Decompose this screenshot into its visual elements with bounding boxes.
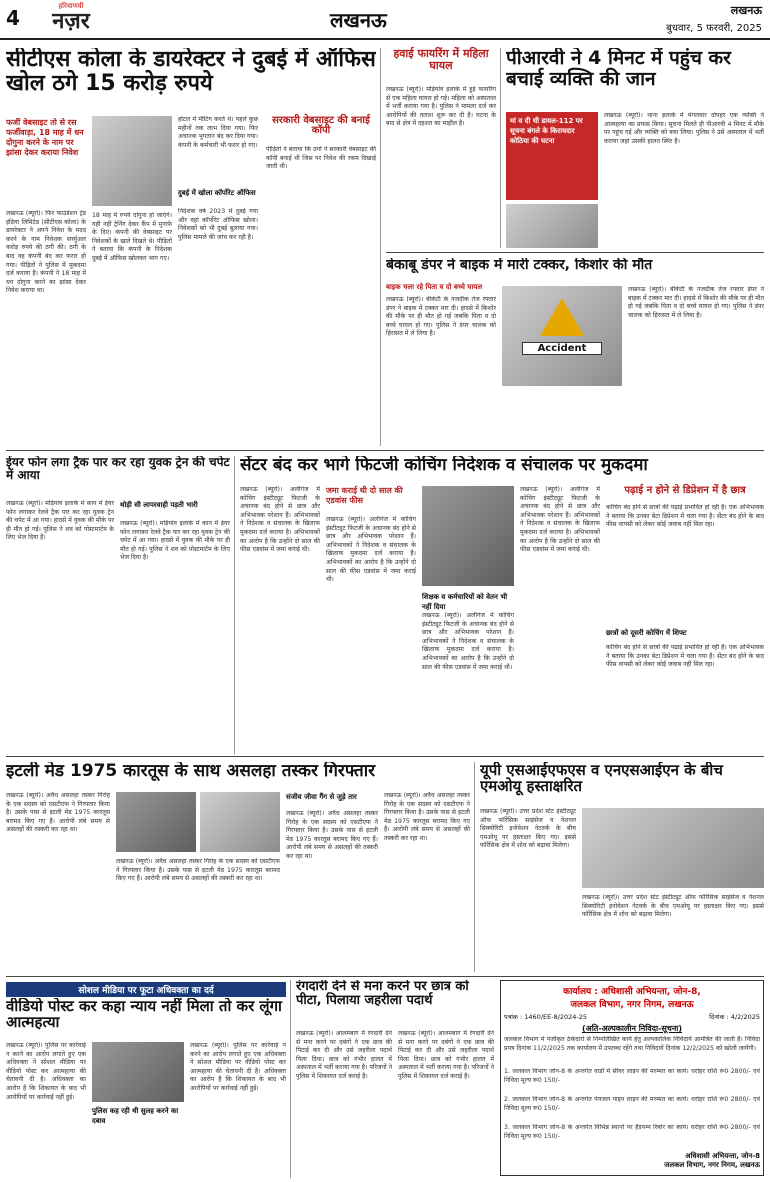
- story5-body: लखनऊ (ब्यूरो)। मड़ियांव इलाके में कान में ईयर फोन लगाकर रेलवे ट्रैक पार कर रहा युवक ट्रेन की चपेट में आ गया। हादसे में युवक की मौके पर ही मौत हो गई। पुलिस ने शव को पोस्टमार्टम के लिए भेज दिया है।: [6, 500, 114, 542]
- story1-box-title: सरकारी वेबसाइट की बनाई कॉपी: [272, 115, 370, 136]
- notice-item-3: 3. जलकल विभाग जोन-8 के अन्तर्गत विभिन्न स्थानों पर हैंडपम्प रिबोर का कार्य। धरोहर राशि रू0 2800/- एवं निविदा मूल्य रू0 150/-: [504, 1124, 760, 1140]
- story10-body-2: लखनऊ (ब्यूरो)। आलमबाग में रंगदारी देने से मना करने पर दबंगों ने एक छात्र की पिटाई कर दी और उसे जहरीला पदार्थ पिला दिया। छात्र को गंभीर हालत में अस्पताल में भर्ती कराया गया है। परिजनों ने पुलिस में शिकायत दर्ज कराई है।: [398, 1030, 494, 1080]
- notice-title: (अति-अल्पकालीन निविदा-सूचना): [581, 1024, 683, 1033]
- story9-headline: वीडियो पोस्ट कर कहा न्याय नहीं मिला तो कर लूंगा आत्महत्या: [6, 998, 282, 1032]
- warning-icon: [540, 298, 584, 336]
- edition-date: बुधवार, 5 फरवरी, 2025: [666, 23, 762, 34]
- story6-box-title: जमा कराई थी दो साल की एडवांस फीस: [326, 486, 403, 505]
- story5-headline: ईयर फोन लगा ट्रैक पार कर रहा युवक ट्रेन की चपेट में आया: [6, 456, 230, 482]
- story5-body-cont: लखनऊ (ब्यूरो)। मड़ियांव इलाके में कान में ईयर फोन लगाकर रेलवे ट्रैक पार कर रहा युवक ट्रेन की चपेट में आ गया। हादसे में युवक की मौके पर ही मौत हो गई। पुलिस ने शव को पोस्टमार्टम के लिए भेज दिया है।: [120, 520, 230, 562]
- story1-subhead: फर्जी वेबसाइट तो से रस फर्जीवाड़ा, 18 माह में धन दोगुना करने के नाम पर झांसा देकर कराया निवेश: [6, 118, 84, 157]
- story2-body: लखनऊ (ब्यूरो)। मड़ियांव इलाके में हुई फायरिंग से एक महिला घायल हो गई। महिला को अस्पताल में भर्ती कराया गया है। पुलिस ने मामला दर्ज कर आरोपियों की तलाश शुरू कर दी है। घटना के बाद से क्षेत्र में दहशत का माहौल है।: [386, 86, 496, 128]
- story1-photo: [92, 116, 172, 206]
- story7-photo-1: [116, 792, 196, 852]
- section-title: लखनऊ: [330, 8, 387, 32]
- notice-office-2: जलकल विभाग, नगर निगम, लखनऊ: [570, 1000, 694, 1010]
- story8-body: लखनऊ (ब्यूरो)। उत्तर प्रदेश स्टेट इंस्टीट्यूट ऑफ फॉरेंसिक साइंसेज व नेशनल सिक्योरिटी इनोवेशन नेटवर्क के बीच एमओयू पर हस्ताक्षर किए गए। इससे फॉरेंसिक क्षेत्र में शोध को बढ़ावा मिलेगा।: [480, 808, 576, 850]
- story7-body-3: लखनऊ (ब्यूरो)। अवैध असलहा तस्कर गिरोह के एक सदस्य को एसटीएफ ने गिरफ्तार किया है। उसके पास से इटली मेड 1975 कारतूस बरामद किए गए हैं। आरोपी लंबे समय से असलहों की तस्करी कर रहा था।: [286, 810, 378, 860]
- story1-box-body: पीड़ितों ने बताया कि ठगों ने सरकारी वेबसाइट की कॉपी बनाई थी जिस पर निवेश की रकम दिखाई जाती थी।: [266, 146, 376, 171]
- story10-body: लखनऊ (ब्यूरो)। आलमबाग में रंगदारी देने से मना करने पर दबंगों ने एक छात्र की पिटाई कर दी और उसे जहरीला पदार्थ पिला दिया। छात्र को गंभीर हालत में अस्पताल में भर्ती कराया गया है। परिजनों ने पुलिस में शिकायत दर्ज कराई है।: [296, 1030, 392, 1080]
- story1-headline: सीटीएस कोला के डायरेक्टर ने दुबई में ऑफिस खोल ठगे 15 करोड़ रुपये: [6, 48, 376, 96]
- story4-body-cont: लखनऊ (ब्यूरो)। बीकेटी के नजदीक तेज रफ्तार डंपर ने बाइक में टक्कर मार दी। हादसे में किशोर की मौके पर ही मौत हो गई जबकि पिता व दो बच्चे घायल हो गए। पुलिस ने डंपर चालक को हिरासत में ले लिया है।: [628, 286, 764, 319]
- accident-sign-label: Accident: [522, 342, 602, 355]
- story10-headline: रंगदारी देने से मना करने पर छात्र को पीटा, पिलाया जहरीला पदार्थ: [296, 980, 469, 1009]
- story3-photo: [506, 204, 598, 248]
- story3-body: लखनऊ (ब्यूरो)। थाना इलाके में मंगलवार दोपहर एक व्यक्ति ने आत्महत्या का प्रयास किया। सूचना मिलते ही पीआरवी 4 मिनट में मौके पर पहुंच गई और व्यक्ति को बचा लिया। पुलिस ने उसे अस्पताल में भर्ती कराया जहां उसकी हालत स्थिर है।: [604, 112, 764, 145]
- masthead: [0, 0, 770, 40]
- logo-big-text: नज़र: [52, 9, 90, 34]
- story1-body-d: निदेशक वर्ष 2023 में दुबई गया और वहां कॉर्पोरेट ऑफिस खोला। निवेशकों को भी दुबई बुलाया गया। पुलिस मामले की जांच कर रही है।: [178, 208, 258, 241]
- story6-body: लखनऊ (ब्यूरो)। अलीगंज में कोचिंग इंस्टीट्यूट फिटजी के अचानक बंद होने से छात्र और अभिभावक परेशान हैं। अभिभावकों ने निदेशक व संचालक के खिलाफ मुकदमा दर्ज कराया है। अभिभावकों का आरोप है कि उन्होंने दो साल की फीस एडवांस में जमा कराई थी।: [240, 486, 320, 554]
- story4-kicker: बाइक चला रहे पिता व दो बच्चे घायल: [386, 283, 483, 291]
- story6-right-body: कोचिंग बंद होने से छात्रों की पढ़ाई प्रभावित हो रही है। एक अभिभावक ने बताया कि उनका बेटा डिप्रेशन में चला गया है। सेंटर बंद होने के बाद फीस वापसी को लेकर कोई जवाब नहीं मिल रहा।: [606, 504, 764, 529]
- newspaper-logo: [26, 2, 116, 36]
- story6-body-3: लखनऊ (ब्यूरो)। अलीगंज में कोचिंग इंस्टीट्यूट फिटजी के अचानक बंद होने से छात्र और अभिभावक परेशान हैं। अभिभावकों ने निदेशक व संचालक के खिलाफ मुकदमा दर्ज कराया है। अभिभावकों का आरोप है कि उन्होंने दो साल की फीस एडवांस में जमा कराई थी।: [422, 612, 514, 671]
- story6-right-title: पढ़ाई न होने से डिप्रेशन में है छात्र: [624, 485, 746, 496]
- story4-headline: बेकाबू डंपर ने बाइक में मारी टक्कर, किशोर की मौत: [386, 258, 653, 273]
- story9-kicker: सोशल मीडिया पर फूटा अधिवक्ता का दर्द: [6, 982, 286, 997]
- logo-small-text: हरियाणवी: [58, 2, 84, 10]
- advocate-photo: [92, 1042, 184, 1102]
- story3-sub-box: मां व दी थी डायल-112 पर सूचना बंगले के किरायदार कोठिया की घटना: [506, 112, 598, 200]
- story8-body-2: लखनऊ (ब्यूरो)। उत्तर प्रदेश स्टेट इंस्टीट्यूट ऑफ फॉरेंसिक साइंसेज व नेशनल सिक्योरिटी इनोवेशन नेटवर्क के बीच एमओयू पर हस्ताक्षर किए गए। इससे फॉरेंसिक क्षेत्र में शोध को बढ़ावा मिलेगा।: [582, 894, 764, 919]
- notice-item-2: 2. जलकल विभाग जोन-8 के अन्तर्गत पेयजल पाइप लाइन की मरम्मत का कार्य। धरोहर राशि रू0 2800/- एवं निविदा मूल्य रू0 150/-: [504, 1096, 760, 1112]
- edition-city: लखनऊ: [730, 4, 762, 17]
- story3-headline: पीआरवी ने 4 मिनट में पहुंच कर बचाई व्यक्ति की जान: [506, 48, 731, 90]
- notice-office: कार्यालय : अधिशासी अभियन्ता, जोन-8,: [563, 987, 701, 997]
- story9-body-2: लखनऊ (ब्यूरो)। पुलिस पर कार्रवाई न करने का आरोप लगाते हुए एक अधिवक्ता ने सोशल मीडिया पर वीडियो पोस्ट कर आत्महत्या की चेतावनी दी है। अधिवक्ता का आरोप है कि शिकायत के बाद भी आरोपियों पर कार्रवाई नहीं हुई।: [190, 1042, 286, 1092]
- story6-body-4: लखनऊ (ब्यूरो)। अलीगंज में कोचिंग इंस्टीट्यूट फिटजी के अचानक बंद होने से छात्र और अभिभावक परेशान हैं। अभिभावकों ने निदेशक व संचालक के खिलाफ मुकदमा दर्ज कराया है। अभिभावकों का आरोप है कि उन्होंने दो साल की फीस एडवांस में जमा कराई थी।: [520, 486, 600, 554]
- story6-photo: [422, 486, 514, 586]
- story1-body-c: होटल में मीटिंग करते थे। पहले कुछ महीनों तक लाभ दिया गया। फिर अचानक भुगतान बंद कर दिया गया। कंपनी के कर्मचारी भी फरार हो गए।: [178, 116, 258, 149]
- story1-sub-caption: दुबई में खोला कॉर्पोरेट ऑफिस: [178, 189, 256, 197]
- story7-headline: इटली मेड 1975 कारतूस के साथ असलहा तस्कर गिरफ्तार: [6, 762, 376, 781]
- notice-letter-no: पत्रांक : 1460/EE-8/2024-25: [504, 1013, 588, 1021]
- story7-body-2: लखनऊ (ब्यूरो)। अवैध असलहा तस्कर गिरोह के एक सदस्य को एसटीएफ ने गिरफ्तार किया है। उसके पास से इटली मेड 1975 कारतूस बरामद किए गए हैं। आरोपी लंबे समय से असलहों की तस्करी कर रहा था।: [116, 858, 280, 883]
- story6-headline: सेंटर बंद कर भागे फिटजी कोचिंग निदेशक व संचालक पर मुकदमा: [240, 456, 648, 475]
- story1-body-b: 18 माह में रुपये दोगुना हो जाएंगे। यही नहीं ट्रेनिंग देकर कैंप में मुनाफे के दिए। कंपनी की वेबसाइट पर निवेशकों के खाते दिखते थे। पीड़ितों ने बताया कि कंपनी के निदेशक दुबई में ऑफिस खोलकर भाग गए।: [92, 212, 172, 262]
- story7-photo-2: [200, 792, 280, 852]
- notice-item-1: 1. जलकल विभाग जोन-8 के अन्तर्गत वार्डों में सीवर लाइन की मरम्मत का कार्य। धरोहर राशि रू0 2800/- एवं निविदा मूल्य रू0 150/-: [504, 1068, 760, 1084]
- notice-sign-1: अधिशासी अभियन्ता, जोन-8: [685, 1152, 760, 1160]
- story7-sub-caption: संजीव जीवा गैंग से जुड़े तार: [286, 793, 357, 801]
- notice-date: दिनांक : 4/2/2025: [709, 1013, 760, 1021]
- story2-headline: हवाई फायरिंग में महिला घायल: [393, 47, 489, 72]
- accident-illustration: [502, 286, 622, 386]
- story5-sub-caption: थोड़ी सी लापरवाही पड़ती भारी: [120, 501, 198, 509]
- story1-body-a: लखनऊ (ब्यूरो)। फिर फाउंडेशन ट्रेड इंडिया लिमिटेड (सीटीएस कोला) के डायरेक्टर ने अपने निवेश के मदद करने के नाम निवेशक सर्च्युअल करोड़ रुपये की ठगी की। ठगी के बाद वह कंपनी बंद कर फरार हो गया। पीड़ितों ने पुलिस में मुकदमा दर्ज कराया है। कंपनी ने 18 माह में धन दोगुना करने का झांसा देकर निवेश कराया था।: [6, 210, 86, 295]
- story6-right-body-2: कोचिंग बंद होने से छात्रों की पढ़ाई प्रभावित हो रही है। एक अभिभावक ने बताया कि उनका बेटा डिप्रेशन में चला गया है। सेंटर बंद होने के बाद फीस वापसी को लेकर कोई जवाब नहीं मिल रहा।: [606, 644, 764, 669]
- story9-body: लखनऊ (ब्यूरो)। पुलिस पर कार्रवाई न करने का आरोप लगाते हुए एक अधिवक्ता ने सोशल मीडिया पर वीडियो पोस्ट कर आत्महत्या की चेतावनी दी है। अधिवक्ता का आरोप है कि शिकायत के बाद भी आरोपियों पर कार्रवाई नहीं हुई।: [6, 1042, 86, 1101]
- story7-body-4: लखनऊ (ब्यूरो)। अवैध असलहा तस्कर गिरोह के एक सदस्य को एसटीएफ ने गिरफ्तार किया है। उसके पास से इटली मेड 1975 कारतूस बरामद किए गए हैं। आरोपी लंबे समय से असलहों की तस्करी कर रहा था।: [384, 792, 470, 842]
- story9-sub-caption: पुलिस कह रही थी सुलह करने का दबाव: [92, 1107, 179, 1125]
- story8-headline: यूपी एसआईएफएस व एनएसआईएन के बीच एमओयू हस्ताक्षरित: [480, 762, 723, 796]
- notice-sign-2: जलकल विभाग, नगर निगम, लखनऊ: [664, 1161, 760, 1169]
- story4-body: लखनऊ (ब्यूरो)। बीकेटी के नजदीक तेज रफ्तार डंपर ने बाइक में टक्कर मार दी। हादसे में किशोर की मौके पर ही मौत हो गई जबकि पिता व दो बच्चे घायल हो गए। पुलिस ने डंपर चालक को हिरासत में ले लिया है।: [386, 296, 496, 338]
- story7-body: लखनऊ (ब्यूरो)। अवैध असलहा तस्कर गिरोह के एक सदस्य को एसटीएफ ने गिरफ्तार किया है। उसके पास से इटली मेड 1975 कारतूस बरामद किए गए हैं। आरोपी लंबे समय से असलहों की तस्करी कर रहा था।: [6, 792, 110, 834]
- story6-right-sub: छात्रों को दूसरी कोचिंग में शिफ्ट: [606, 629, 687, 637]
- story6-body-2: लखनऊ (ब्यूरो)। अलीगंज में कोचिंग इंस्टीट्यूट फिटजी के अचानक बंद होने से छात्र और अभिभावक परेशान हैं। अभिभावकों ने निदेशक व संचालक के खिलाफ मुकदमा दर्ज कराया है। अभिभावकों का आरोप है कि उन्होंने दो साल की फीस एडवांस में जमा कराई थी।: [326, 516, 416, 584]
- story6-sub-caption: शिक्षक व कर्मचारियों को वेतन भी नहीं दिया: [422, 593, 508, 611]
- page-number: 4: [6, 6, 20, 30]
- notice-body: जलकल विभाग में पंजीकृत ठेकेदारों से निम्नलिखित कार्य हेतु अल्पकालिक निविदायें आमंत्रित की जाती हैं। निविदा प्रपत्र दिनांक 11/2/2025 तक कार्यालय में उपलब्ध रहेंगे तथा निविदायें दिनांक 12/2/2025 को खोली जायेंगी।: [504, 1036, 760, 1052]
- story8-photo: [582, 808, 764, 888]
- tender-notice: [500, 980, 764, 1176]
